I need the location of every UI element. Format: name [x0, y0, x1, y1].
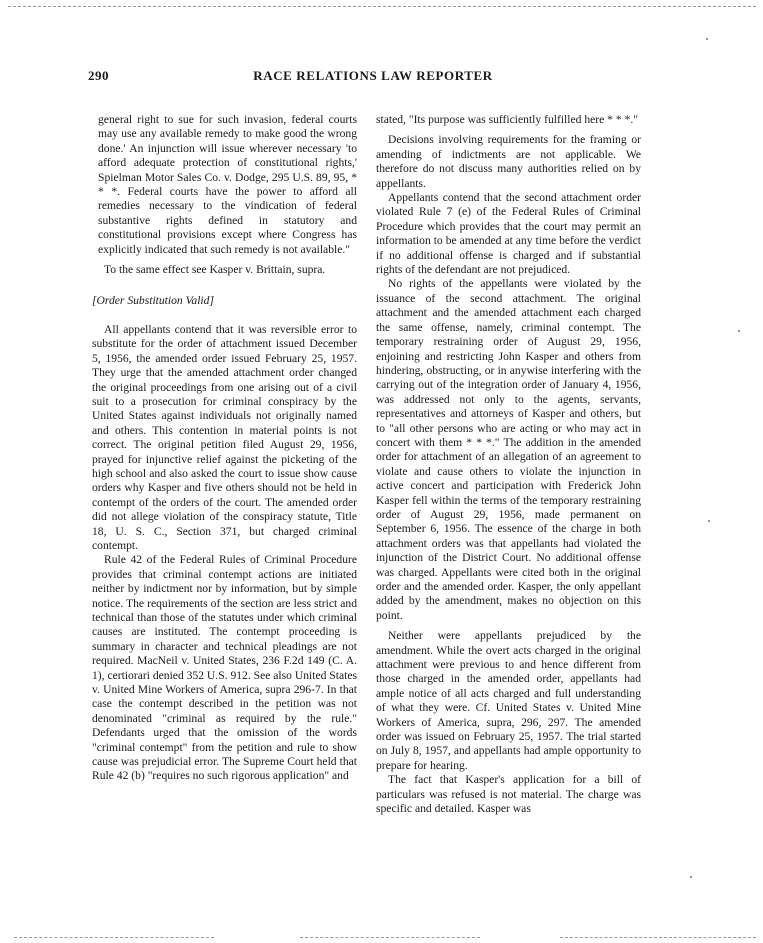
- paragraph: Rule 42 of the Federal Rules of Criminal Procedure provides that criminal contempt actions are initiated neither by indictment nor by information, but by simple notice. The requirements of the section are less strict and technical than those of the statutes under which criminal causes are instituted. The contempt proceeding is summary in character and technical pleadings are not required. MacNeil v. United States, 236 F.2d 149 (C. A. 1), certiorari denied 352 U.S. 912. See also United States v. United Mine Workers of America, supra 296-7. In that case the contempt described in the petition was not denominated "criminal as required by the rule." Defendants urged that the omission of the words "criminal contempt" from the petition and rule to show cause was prejudicial error. The Supreme Court held that Rule 42 (b) "requires no such rigorous application" and: [92, 553, 357, 783]
- bottom-scan-border-middle: [300, 937, 480, 938]
- section-heading: [Order Substitution Valid]: [92, 294, 214, 308]
- page-header: [88, 68, 658, 88]
- scan-speck: [706, 38, 708, 40]
- paragraph: Decisions involving requirements for the framing or amending of indictments are not applicable. We therefore do not discuss many authorities relied on by appellants.: [376, 133, 641, 190]
- paragraph: All appellants contend that it was reversible error to substitute for the order of attachment issued December 5, 1956, the amended order issued February 25, 1957. They urge that the amended attachment order changed the original proceedings from one arising out of a civil suit to a prosecution for criminal conspiracy by the United States against individuals not originally named and others. This contention in material points is not correct. The original petition filed August 29, 1956, prayed for injunctive relief against the picketing of the high school and also asked the court to issue show cause orders why Kasper and five others should not be held in contempt of the orders of the court. The amended order did not allege violation of the conspiracy statute, Title 18, U. S. C., Section 371, but charged criminal contempt.: [92, 322, 357, 552]
- quoted-passage: general right to sue for such invasion, federal courts may use any available remedy to make good the wrong done.' An injunction will issue wherever necessary 'to afford adequate protection of constitutional rights,' Spielman Motor Sales Co. v. Dodge, 295 U.S. 89, 95, * * *. Federal courts have the power to afford all remedies necessary to the vindication of federal substantive rights defined in statutory and constitutional provisions except where Congress has explicitly indicated that such remedy is not available.": [98, 113, 357, 256]
- scan-speck: [738, 330, 740, 332]
- scan-speck: [708, 520, 710, 522]
- paragraph: To the same effect see Kasper v. Brittain, supra.: [104, 263, 326, 277]
- paragraph-continuation: stated, "Its purpose was sufficiently fulfilled here * * *.": [376, 113, 638, 126]
- paragraph: No rights of the appellants were violated by the issuance of the second attachment. The original attachment and the amended attachment each charged the same offense, namely, criminal contempt. The temporary restraining order of August 29, 1956, enjoining and restricting John Kasper and others from hindering, obstructing, or in anywise interfering with the carrying out of the integration order of January 4, 1956, was addressed not only to the agents, servants, representatives and attorneys of Kasper and others, but to "all other persons who are acting or who may act in concert with them * * *." The addition in the amended order for attachment of an allegation of an agreement to violate and cause others to violate the injunction in active concert and participation with Frederick John Kasper fell within the terms of the temporary restraining order of August 29, 1956, made permanent on September 6, 1956. The essence of the charge in both attachment orders was that appellants had violated the injunction of the District Court. No additional offense was charged. Appellants were cited both in the original order and the amended order. Kasper, the only appellant added by the amendment, makes no objection on this point.: [376, 277, 641, 622]
- scan-speck: [690, 876, 692, 878]
- right-column: [376, 113, 641, 817]
- running-title: RACE RELATIONS LAW REPORTER: [253, 68, 493, 83]
- page-number: 290: [88, 68, 109, 83]
- paragraph: Neither were appellants prejudiced by the amendment. While the overt acts charged in the original attachment were previous to and hence different from those charged in the amended order, appellants had ample notice of all acts charged and full understanding of what they were. Cf. United States v. United Mine Workers of America, supra, 296, 297. The amended order was issued on February 25, 1957. The trial started on July 8, 1957, and appellants had ample opportunity to prepare for hearing.: [376, 629, 641, 772]
- paragraph: Appellants contend that the second attachment order violated Rule 7 (e) of the Federal Rules of Criminal Procedure which provides that the court may permit an information to be amended at any time before the verdict if no additional offense is charged and if substantial rights of the defendant are not prejudiced.: [376, 191, 641, 277]
- paragraph: The fact that Kasper's application for a bill of particulars was refused is not material. The charge was specific and detailed. Kasper was: [376, 773, 641, 816]
- bottom-scan-border-right: [560, 937, 756, 938]
- top-scan-border: [8, 6, 756, 7]
- left-column: [92, 113, 357, 784]
- bottom-scan-border-left: [14, 937, 214, 938]
